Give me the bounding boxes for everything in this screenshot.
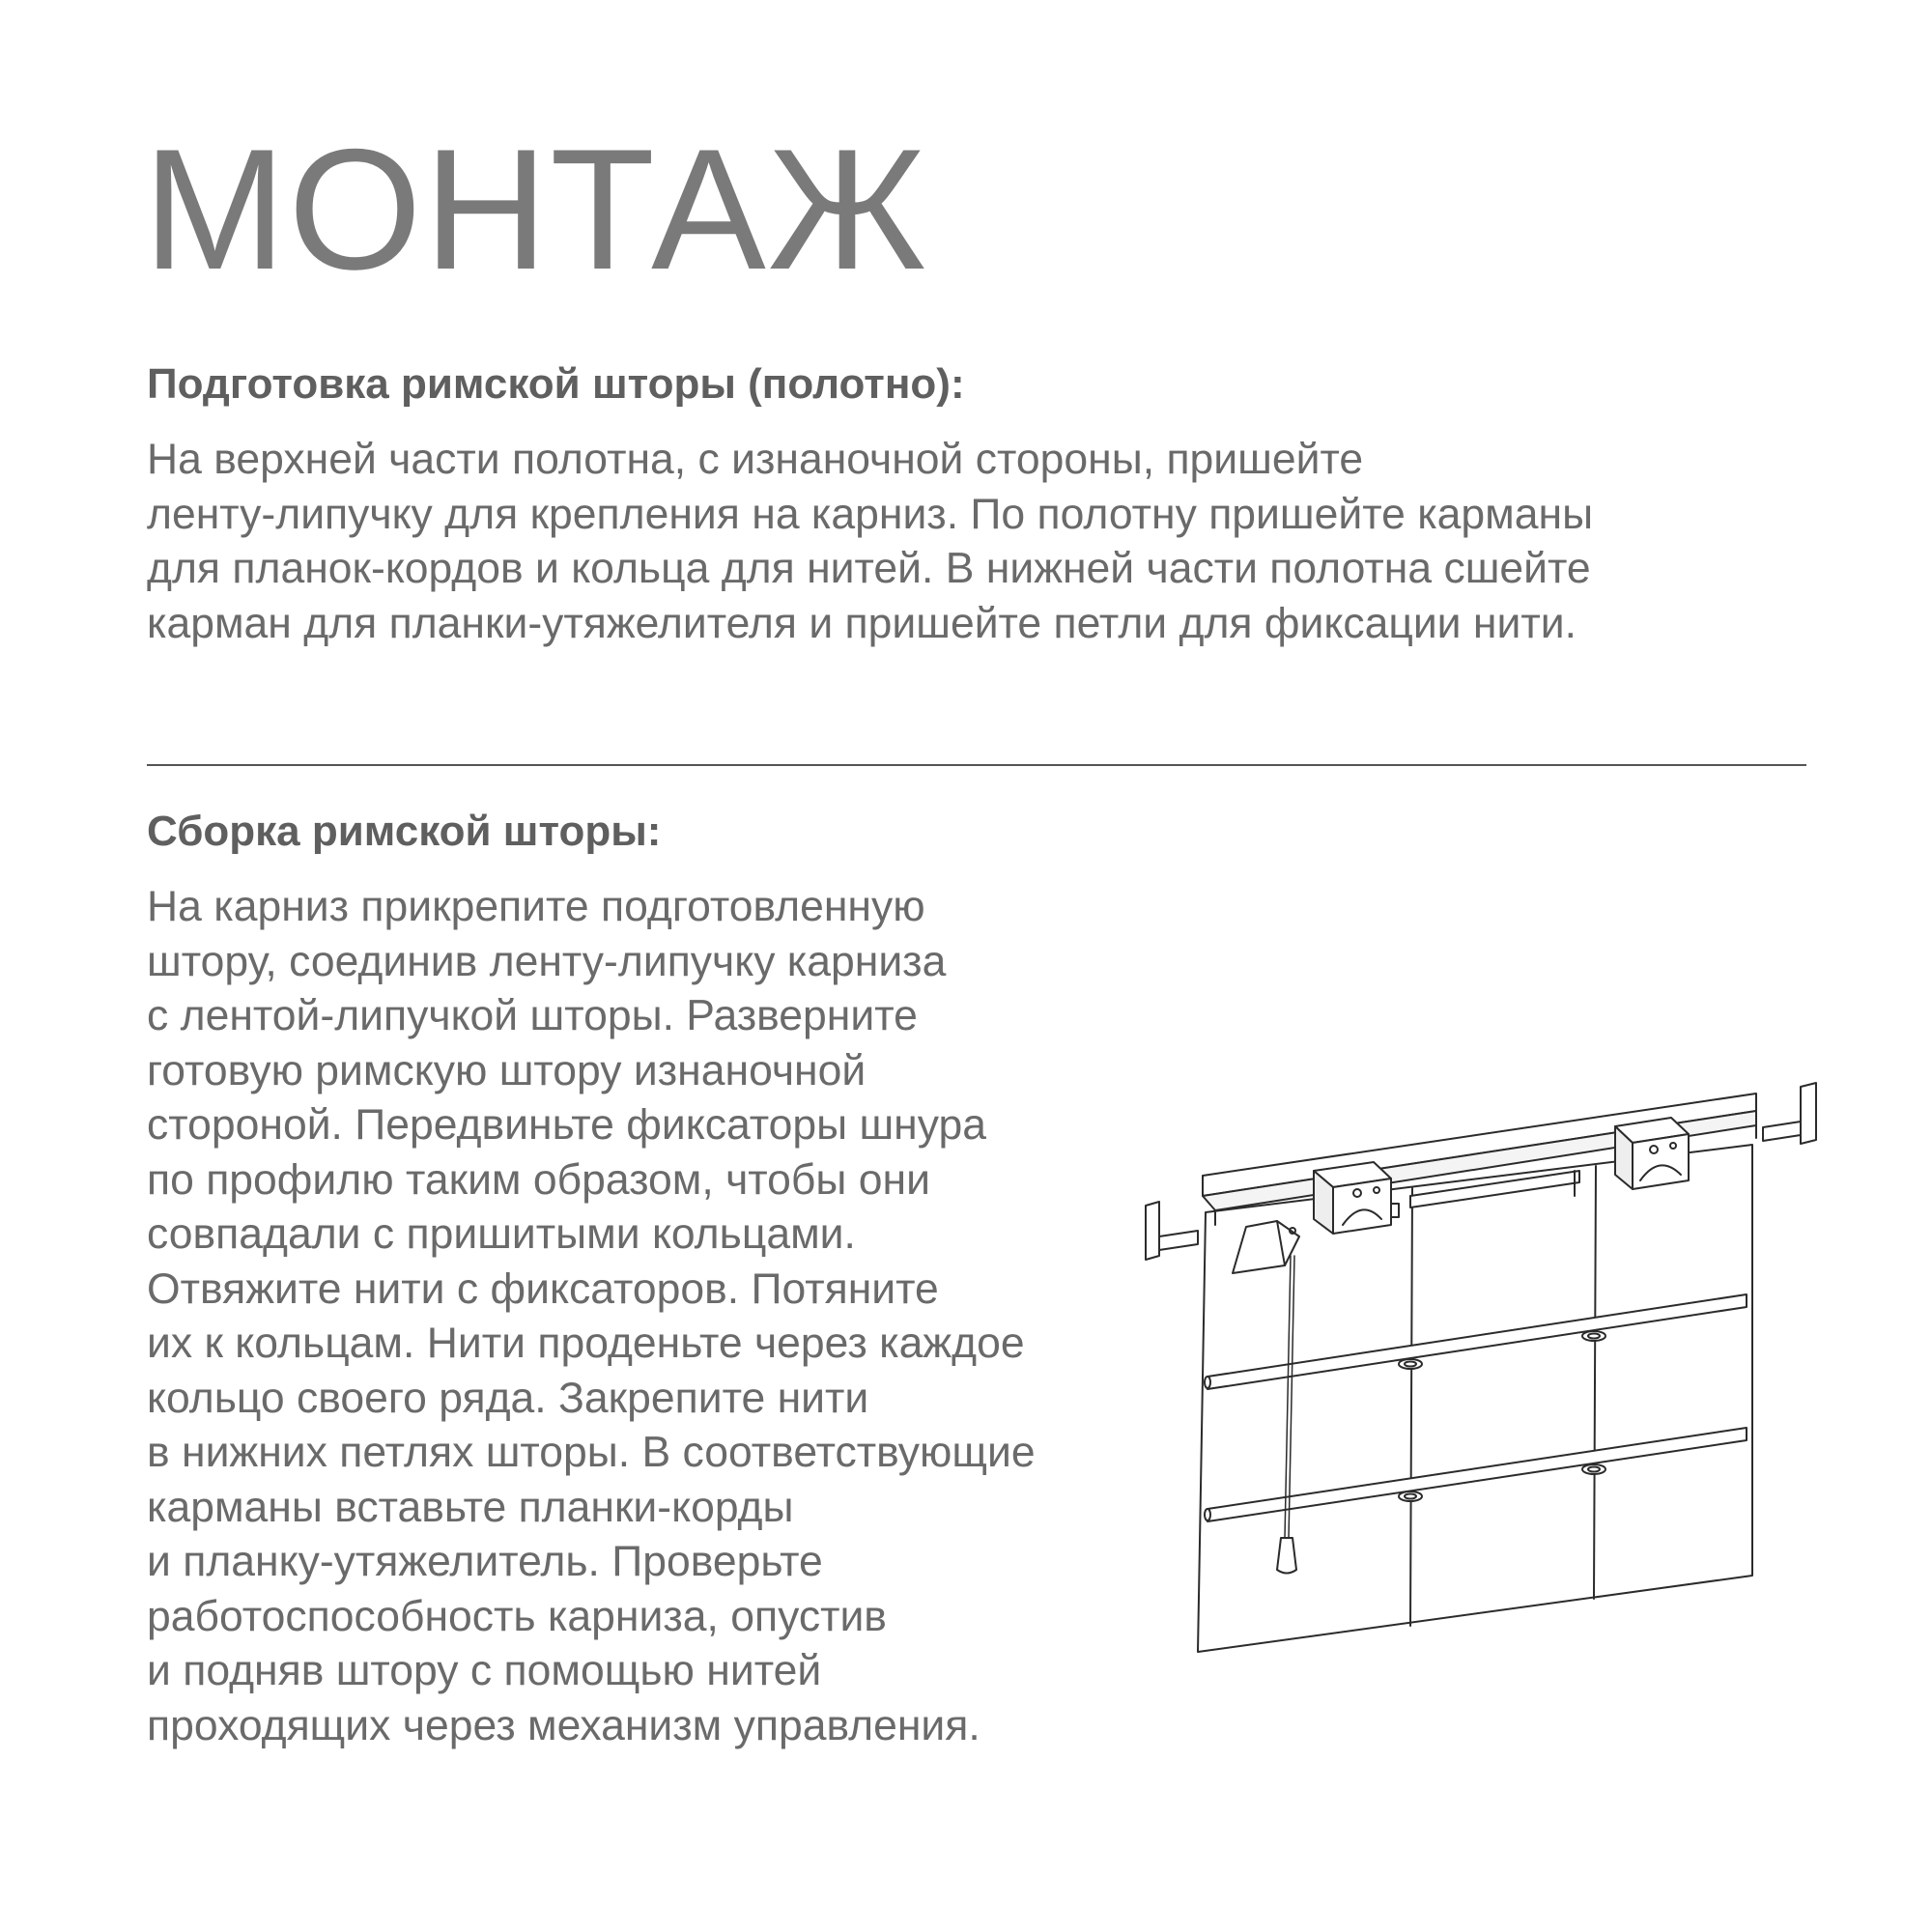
text-line: ленту-липучку для крепления на карниз. По полотну пришейте карманы: [147, 490, 1594, 538]
curtain-panel: [1198, 1145, 1752, 1652]
text-line: стороной. Передвиньте фиксаторы шнура: [147, 1101, 986, 1149]
section-divider: [147, 764, 1806, 766]
roman-blind-assembly-icon: [1130, 1067, 1826, 1666]
text-line: их к кольцам. Нити проденьте через каждое: [147, 1320, 1025, 1367]
text-line: карман для планки-утяжелителя и пришейте петли для фиксации нити.: [147, 599, 1577, 647]
bracket-left: [1146, 1202, 1198, 1260]
section-heading-preparation: Подготовка римской шторы (полотно):: [147, 360, 965, 408]
text-line: в нижних петлях шторы. В соответствующие: [147, 1429, 1036, 1476]
text-line: проходящих через механизм управления.: [147, 1701, 980, 1749]
cord-lock-left: [1314, 1162, 1399, 1234]
section-text-assembly: [147, 880, 1036, 1753]
cord-lock-right: [1615, 1118, 1689, 1189]
roman-blind-diagram: [1130, 1067, 1826, 1666]
bracket-right: [1763, 1083, 1816, 1144]
page-title: МОНТАЖ: [143, 113, 929, 305]
text-line: и подняв штору с помощью нитей: [147, 1647, 822, 1694]
text-line: для планок-кордов и кольца для нитей. В нижней части полотна сшейте: [147, 545, 1591, 592]
text-line: На верхней части полотна, с изнаночной стороны, пришейте: [147, 436, 1364, 483]
ring-icon: [1399, 1359, 1422, 1369]
ring-icon: [1399, 1492, 1422, 1501]
section-heading-assembly: Сборка римской шторы:: [147, 808, 662, 855]
text-line: работоспособность карниза, опустив: [147, 1592, 887, 1640]
text-line: кольцо своего ряда. Закрепите нити: [147, 1374, 869, 1422]
text-line: с лентой-липучкой шторы. Разверните: [147, 992, 918, 1039]
text-line: совпадали с пришитыми кольцами.: [147, 1210, 856, 1258]
section-text-preparation: [147, 433, 1593, 651]
text-line: штору, соединив ленту-липучку карниза: [147, 937, 947, 985]
cord-weight-icon: [1277, 1538, 1296, 1574]
ring-icon: [1582, 1464, 1605, 1474]
text-line: готовую римскую штору изнаночной: [147, 1046, 867, 1094]
text-line: и планку-утяжелитель. Проверьте: [147, 1538, 823, 1585]
ring-icon: [1582, 1331, 1605, 1341]
text-line: На карниз прикрепите подготовленную: [147, 883, 925, 930]
text-line: по профилю таким образом, чтобы они: [147, 1155, 930, 1204]
text-line: карманы вставьте планки-корды: [147, 1483, 794, 1531]
text-line: Отвяжите нити с фиксаторов. Потяните: [147, 1264, 939, 1313]
